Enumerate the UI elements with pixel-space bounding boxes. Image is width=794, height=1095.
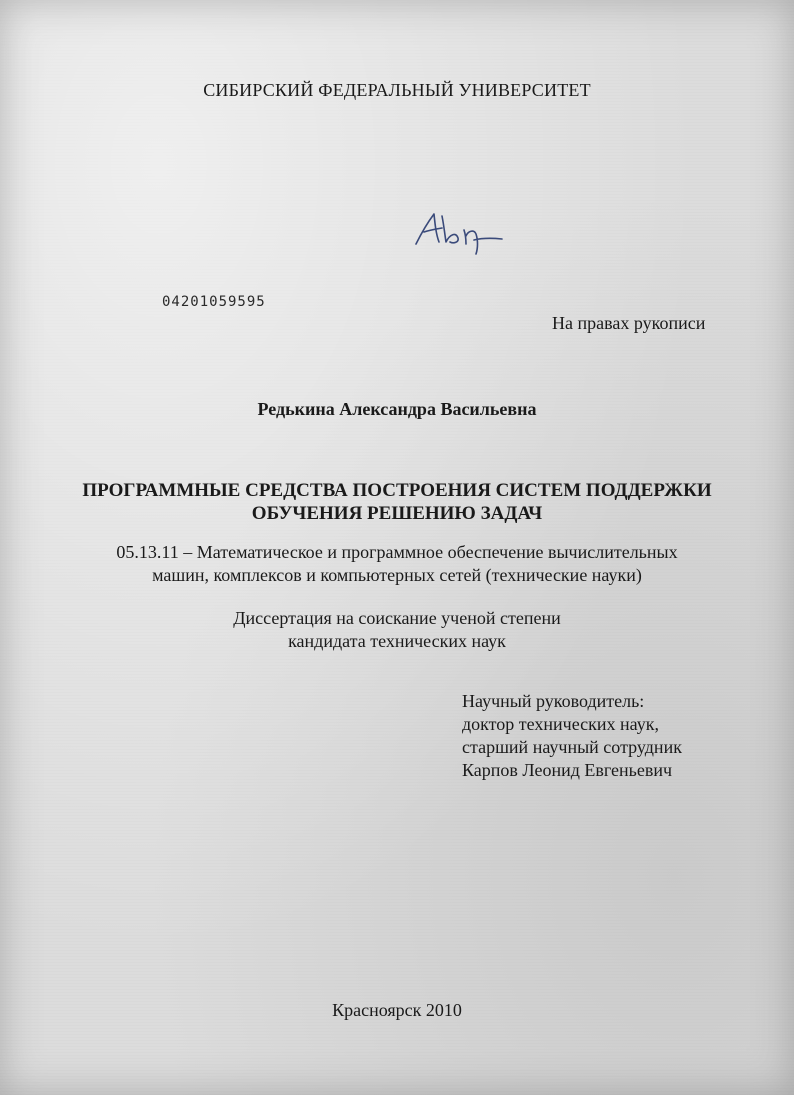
inventory-number: 04201059595 (162, 294, 266, 310)
specialty-line-2: машин, комплексов и компьютерных сетей (технические науки) (152, 565, 642, 585)
handwritten-signature (408, 206, 508, 256)
university-name: СИБИРСКИЙ ФЕДЕРАЛЬНЫЙ УНИВЕРСИТЕТ (203, 80, 591, 100)
dissertation-title (0, 479, 794, 525)
advisor-position: старший научный сотрудник (462, 737, 682, 757)
degree-statement (0, 607, 794, 653)
advisor-name: Карпов Леонид Евгеньевич (462, 760, 673, 780)
degree-line-2: кандидата технических наук (288, 631, 506, 651)
advisor-role: Научный руководитель: (462, 691, 645, 711)
title-line-2: ОБУЧЕНИЯ РЕШЕНИЮ ЗАДАЧ (251, 503, 543, 524)
advisor-degree: доктор технических наук, (462, 714, 659, 734)
city-year: Красноярск 2010 (332, 1000, 462, 1020)
manuscript-rights-label: На правах рукописи (552, 313, 706, 333)
specialty-code (0, 541, 794, 587)
specialty-line-1: 05.13.11 – Математическое и программное обеспечение вычислительных (116, 542, 678, 562)
title-line-1: ПРОГРАММНЫЕ СРЕДСТВА ПОСТРОЕНИЯ СИСТЕМ ПОДДЕРЖКИ (82, 480, 712, 501)
author-name: Редькина Александра Васильевна (257, 399, 537, 419)
degree-line-1: Диссертация на соискание ученой степени (233, 608, 561, 628)
scientific-advisor (462, 690, 682, 782)
